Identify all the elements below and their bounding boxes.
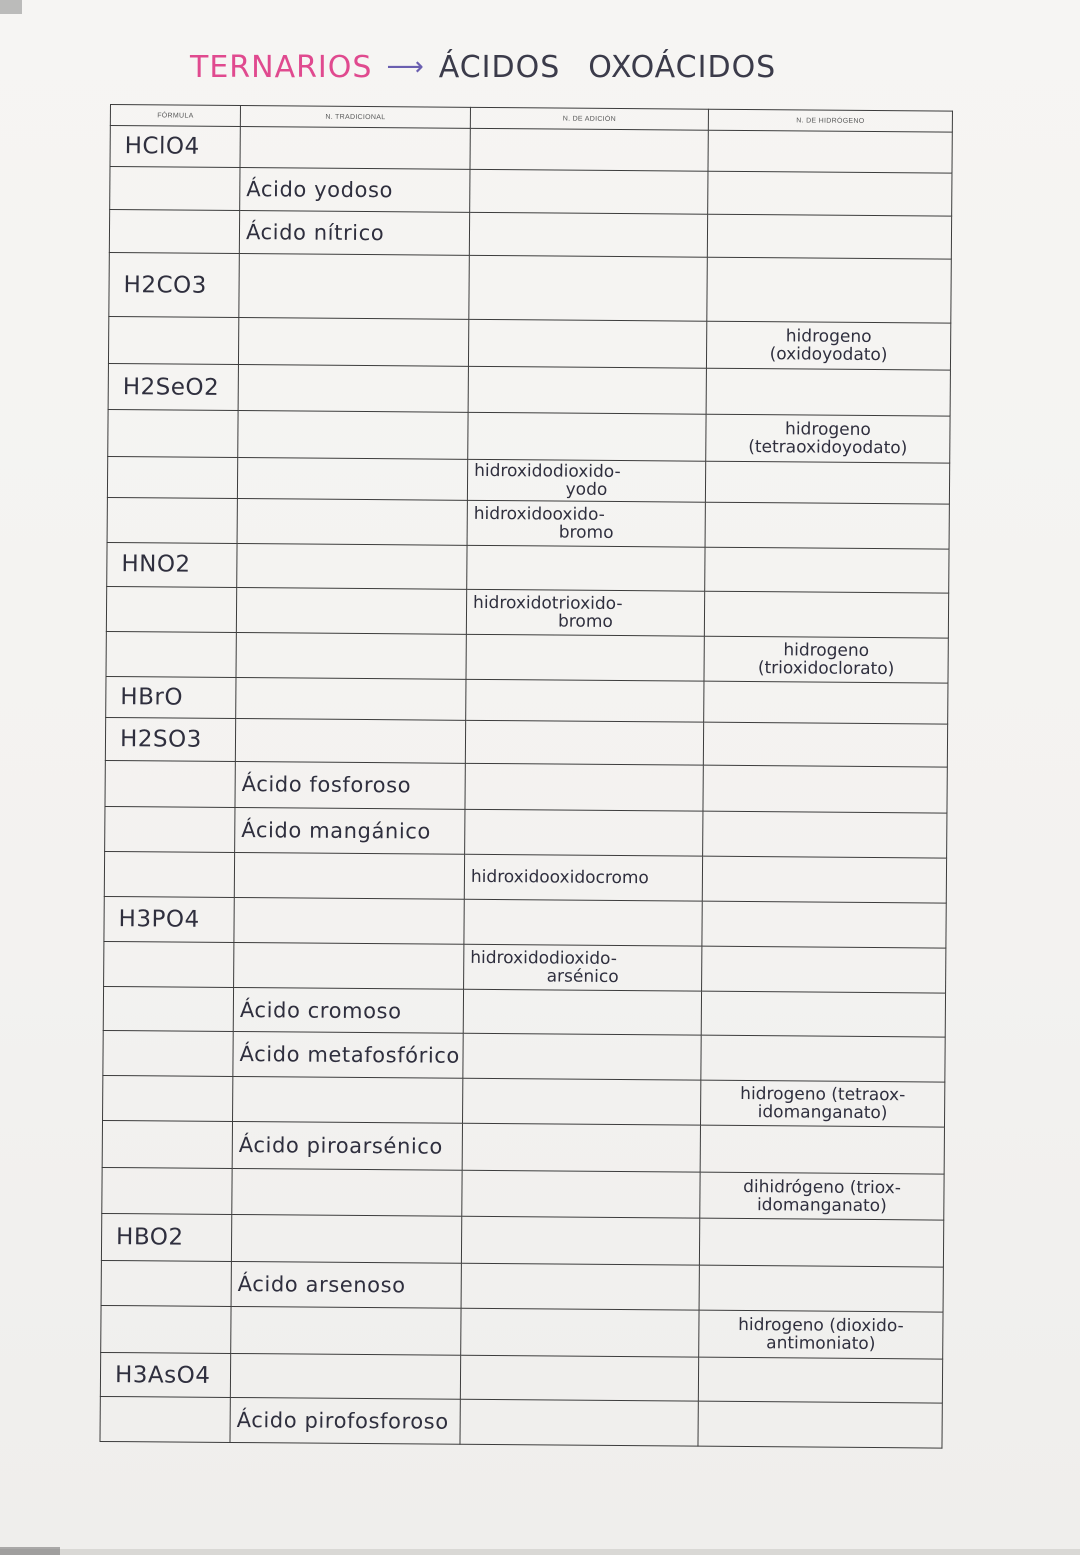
tradicional-cell [240, 127, 470, 170]
formula-cell: HBO2 [101, 1213, 231, 1261]
adicion-line-1: hidroxidodioxido- [470, 948, 617, 970]
hidrogeno-line-2 [710, 788, 941, 790]
adicion-line-2 [475, 343, 700, 345]
tradicional-cell [235, 719, 465, 764]
adicion-line-2: bromo [557, 611, 613, 632]
adicion-line-1 [476, 191, 701, 193]
table-row [101, 1213, 943, 1267]
hidrogeno-cell [701, 1035, 945, 1082]
table-row [102, 1168, 944, 1220]
adicion-line-2 [468, 1193, 693, 1195]
adicion-line-1 [471, 922, 696, 924]
hidrogeno-line-1 [707, 1149, 938, 1151]
hidrogeno-line-1 [706, 1288, 937, 1290]
formula-cell [107, 456, 237, 498]
table-row [107, 456, 949, 504]
formula-cell [104, 851, 234, 897]
hidrogeno-line-1 [709, 879, 940, 881]
hidrogeno-line-2 [706, 1288, 937, 1290]
hidrogeno-line-2 [710, 702, 941, 704]
hidrogeno-cell [702, 901, 946, 948]
hidrogeno-line-1 [714, 290, 945, 292]
hidrogeno-cell [708, 130, 952, 173]
adicion-cell [467, 459, 705, 502]
table-row [105, 761, 947, 813]
bottom-left-mark [0, 1547, 60, 1555]
hidrogeno-cell [698, 1358, 942, 1403]
table-row [107, 543, 949, 593]
adicion-cell [469, 256, 707, 322]
hidrogeno-line-1 [714, 236, 945, 238]
hidrogeno-line-2: idomanganato) [757, 1102, 888, 1124]
formula-cell: H2SeO2 [108, 364, 238, 410]
hidrogeno-line-1 [713, 391, 944, 393]
formula-cell [102, 1121, 232, 1169]
tradicional-cell: Ácido fosforoso [235, 762, 465, 809]
adicion-line-2 [470, 1011, 695, 1013]
adicion-cell [468, 412, 706, 461]
formula-cell [100, 1396, 230, 1442]
formula-cell [108, 409, 238, 457]
hidrogeno-line-1 [706, 1241, 937, 1243]
adicion-cell [460, 1356, 698, 1401]
tradicional-cell [239, 254, 469, 320]
title-acidos: ÁCIDOS [438, 49, 561, 85]
formula-cell [106, 631, 236, 677]
tradicional-cell [238, 365, 468, 412]
formula-cell: HClO4 [110, 126, 240, 168]
formula-cell: H3PO4 [104, 896, 234, 942]
hidrogeno-line-2 [712, 525, 943, 527]
table-row [108, 409, 950, 463]
table-row [103, 1075, 945, 1127]
adicion-line-1 [467, 1422, 692, 1424]
adicion-line-1 [470, 1011, 695, 1013]
hidrogeno-cell [698, 1401, 942, 1448]
adicion-cell [470, 169, 708, 214]
page-title [190, 42, 776, 92]
adicion-line-1 [475, 389, 700, 391]
tradicional-cell [237, 544, 467, 589]
hidrogeno-line-1 [715, 151, 946, 153]
hidrogeno-line-1: hidrogeno [785, 419, 871, 440]
adicion-cell [461, 1216, 699, 1265]
hidrogeno-line-1 [705, 1379, 936, 1381]
adicion-cell [466, 679, 704, 722]
adicion-line-2 [471, 832, 696, 834]
tradicional-cell [231, 1307, 461, 1356]
title-oxoacidos: OXOÁCIDOS [588, 49, 777, 85]
table-row [106, 676, 948, 724]
adicion-cell [466, 634, 704, 681]
adicion-line-2: bromo [558, 522, 614, 544]
hidrogeno-line-2 [711, 569, 942, 571]
hidrogeno-line-2 [708, 1057, 939, 1059]
tradicional-cell [236, 587, 466, 634]
nomenclature-table [99, 104, 952, 1449]
tradicional-cell: Ácido pirofosforoso [230, 1397, 460, 1444]
adicion-cell [465, 720, 703, 765]
hidrogeno-line-2: idomanganato) [756, 1194, 887, 1216]
adicion-cell [460, 1399, 698, 1446]
header-hidrogeno: N. DE HIDRÓGENO [708, 109, 952, 132]
adicion-line-2 [469, 1147, 694, 1149]
hidrogeno-cell [699, 1265, 943, 1312]
adicion-line-2 [470, 1056, 695, 1058]
adicion-cell [463, 1078, 701, 1125]
adicion-line-1 [473, 657, 698, 659]
formula-cell [106, 586, 236, 632]
hidrogeno-line-2 [714, 193, 945, 195]
hidrogeno-line-2 [709, 879, 940, 881]
adicion-line-2 [475, 389, 700, 391]
table-row [106, 586, 948, 638]
formula-cell: HNO2 [107, 543, 237, 587]
formula-cell [104, 942, 234, 988]
adicion-cell [463, 990, 701, 1035]
formula-cell [103, 1030, 233, 1076]
hidrogeno-cell [700, 1173, 944, 1220]
tradicional-cell [238, 318, 468, 367]
adicion-line-2 [477, 149, 702, 151]
hidrogeno-line-2 [708, 969, 939, 971]
tradicional-cell: Ácido metafosfórico [233, 1031, 463, 1078]
hidrogeno-line-2 [714, 290, 945, 292]
hidrogeno-line-1 [712, 482, 943, 484]
hidrogeno-line-1 [714, 193, 945, 195]
adicion-cell [464, 854, 702, 901]
table-row [105, 718, 947, 768]
adicion-line-2 [473, 657, 698, 659]
adicion-line-1 [472, 700, 697, 702]
formula-cell [109, 210, 239, 254]
hidrogeno-line-2 [705, 1379, 936, 1381]
adicion-line-1 [471, 832, 696, 834]
hidrogeno-cell [703, 765, 947, 812]
hidrogeno-line-1 [708, 1057, 939, 1059]
tradicional-cell [234, 943, 464, 990]
formula-cell: H2SO3 [105, 718, 235, 762]
table-row [103, 987, 945, 1037]
hidrogeno-cell [707, 214, 951, 259]
adicion-cell [467, 500, 705, 547]
tradicional-cell: Ácido yodoso [240, 168, 470, 213]
adicion-line-2 [472, 700, 697, 702]
formula-cell [105, 806, 235, 852]
hidrogeno-line-2 [705, 1424, 936, 1426]
adicion-cell [469, 213, 707, 258]
table-row [102, 1121, 944, 1175]
hidrogeno-line-2 [709, 924, 940, 926]
hidrogeno-line-1: hidrogeno (dioxido- [738, 1315, 904, 1337]
hidrogeno-line-1: hidrogeno [783, 640, 870, 661]
hidrogeno-line-1 [705, 1424, 936, 1426]
tradicional-cell [230, 1354, 460, 1399]
hidrogeno-line-1 [710, 744, 941, 746]
hidrogeno-line-1 [712, 525, 943, 527]
adicion-line-2: yodo [565, 479, 608, 500]
hidrogeno-cell [705, 502, 949, 549]
tradicional-cell [236, 678, 466, 721]
header-tradicional: N. TRADICIONAL [240, 106, 470, 129]
hidrogeno-cell [702, 856, 946, 903]
adicion-line-1 [474, 436, 699, 438]
formula-cell: H3AsO4 [100, 1353, 230, 1397]
table-row [106, 631, 948, 683]
hidrogeno-line-1 [711, 613, 942, 615]
hidrogeno-cell [708, 171, 952, 216]
adicion-cell [468, 367, 706, 414]
tradicional-cell [237, 458, 467, 501]
table-row [101, 1306, 943, 1360]
adicion-line-1 [467, 1377, 692, 1379]
tradicional-cell: Ácido nítrico [239, 211, 469, 256]
adicion-line-1 [472, 742, 697, 744]
adicion-cell [462, 1171, 700, 1218]
hidrogeno-line-1 [709, 833, 940, 835]
adicion-line-1 [468, 1286, 693, 1288]
adicion-cell [466, 589, 704, 636]
hidrogeno-cell [705, 548, 949, 593]
tradicional-cell: Ácido cromoso [233, 988, 463, 1033]
hidrogeno-line-2 [707, 1149, 938, 1151]
tradicional-cell: Ácido mangánico [235, 807, 465, 854]
hidrogeno-line-1 [708, 969, 939, 971]
hidrogeno-line-2 [709, 833, 940, 835]
table-row [100, 1396, 942, 1448]
hidrogeno-line-1 [708, 1013, 939, 1015]
adicion-line-1 [476, 288, 701, 290]
adicion-line-2 [467, 1332, 692, 1334]
tradicional-cell: Ácido arsenoso [231, 1261, 461, 1308]
adicion-cell [464, 899, 702, 946]
hidrogeno-cell [700, 1080, 944, 1127]
formula-cell [110, 167, 240, 211]
hidrogeno-line-2: antimoniato) [766, 1333, 876, 1355]
adicion-cell [470, 128, 708, 171]
tradicional-cell [234, 898, 464, 945]
adicion-line-2 [471, 922, 696, 924]
adicion-line-1: hidroxidotrioxido- [473, 592, 623, 614]
hidrogeno-cell [699, 1310, 943, 1359]
hidrogeno-cell [700, 1125, 944, 1174]
adicion-line-2 [472, 786, 697, 788]
tradicional-cell [231, 1214, 461, 1263]
adicion-cell [465, 809, 703, 856]
hidrogeno-line-2 [713, 391, 944, 393]
hidrogeno-line-2 [712, 482, 943, 484]
formula-cell [107, 498, 237, 544]
page-bottom-edge [0, 1549, 1080, 1555]
hidrogeno-cell [704, 591, 948, 638]
hidrogeno-line-2 [714, 236, 945, 238]
nomenclature-table-wrap [99, 104, 951, 1449]
adicion-line-2 [473, 567, 698, 569]
adicion-line-1 [469, 1101, 694, 1103]
adicion-line-2 [476, 288, 701, 290]
adicion-line-2 [467, 1377, 692, 1379]
table-row [110, 126, 952, 174]
hidrogeno-line-2 [708, 1013, 939, 1015]
hidrogeno-cell [703, 722, 947, 767]
hidrogeno-cell [701, 992, 945, 1037]
table-row [109, 253, 951, 323]
adicion-line-2 [468, 1286, 693, 1288]
hidrogeno-cell [704, 636, 948, 683]
adicion-line-1 [468, 1240, 693, 1242]
hidrogeno-line-1: hidrogeno [785, 326, 872, 348]
adicion-line-2 [467, 1422, 692, 1424]
adicion-cell [462, 1123, 700, 1172]
adicion-line-1 [467, 1332, 692, 1334]
tradicional-cell [237, 499, 467, 546]
adicion-cell [468, 320, 706, 369]
adicion-line-1 [477, 149, 702, 151]
adicion-cell [465, 764, 703, 811]
hidrogeno-line-2 [710, 744, 941, 746]
adicion-line-1 [475, 343, 700, 345]
table-row [110, 167, 952, 217]
header-formula: FÓRMULA [110, 105, 240, 127]
adicion-line-1 [470, 1056, 695, 1058]
table-row [107, 498, 949, 550]
hidrogeno-line-2: (trioxidoclorato) [757, 657, 895, 680]
formula-cell: HBrO [106, 676, 236, 718]
adicion-line-1 [468, 1193, 693, 1195]
adicion-line-2 [472, 742, 697, 744]
formula-cell [105, 761, 235, 807]
table-row [108, 317, 950, 371]
hidrogeno-cell [706, 414, 950, 463]
adicion-line-2 [469, 1101, 694, 1103]
hidrogeno-cell [705, 461, 949, 504]
hidrogeno-line-2 [715, 151, 946, 153]
formula-cell [103, 1075, 233, 1121]
hidrogeno-line-2 [706, 1241, 937, 1243]
hidrogeno-line-1 [709, 924, 940, 926]
table-row [109, 210, 951, 260]
table-row [108, 364, 950, 416]
hidrogeno-line-1: hidrogeno (tetraox- [740, 1083, 906, 1106]
adicion-line-2 [476, 191, 701, 193]
adicion-cell [464, 945, 702, 992]
table-row [104, 896, 946, 948]
hidrogeno-line-2: (oxidoyodato) [769, 344, 888, 366]
tradicional-cell: Ácido piroarsénico [232, 1122, 462, 1171]
tradicional-cell [232, 1169, 462, 1216]
formula-cell [103, 987, 233, 1031]
adicion-cell [461, 1263, 699, 1310]
table-row [105, 806, 947, 858]
adicion-cell [467, 546, 705, 591]
hidrogeno-line-2: (tetraoxidoyodato) [748, 436, 908, 459]
formula-cell [102, 1168, 232, 1214]
tradicional-cell [236, 632, 466, 679]
adicion-line-1: hidroxidooxidocromo [470, 866, 649, 889]
table-row [103, 1030, 945, 1082]
formula-cell: H2CO3 [109, 253, 239, 318]
adicion-line-1 [476, 234, 701, 236]
adicion-line-2 [468, 1240, 693, 1242]
adicion-line-1 [469, 1147, 694, 1149]
adicion-line-2: arsénico [546, 966, 619, 988]
hidrogeno-line-1: dihidrógeno (triox- [743, 1176, 901, 1198]
hidrogeno-cell [706, 369, 950, 416]
arrow-icon: ⟶ [386, 52, 425, 82]
header-adicion: N. DE ADICIÓN [470, 107, 708, 130]
table-row [104, 851, 946, 903]
adicion-line-1: hidroxidooxido- [473, 504, 605, 526]
title-ternarios: TERNARIOS [190, 49, 373, 85]
formula-cell [108, 317, 238, 365]
adicion-cell [463, 1033, 701, 1080]
adicion-line-2 [476, 234, 701, 236]
tradicional-cell [238, 410, 468, 459]
tradicional-cell [234, 852, 464, 899]
hidrogeno-cell [703, 811, 947, 858]
hidrogeno-line-1 [711, 569, 942, 571]
hidrogeno-cell [702, 946, 946, 993]
table-row [104, 942, 946, 994]
adicion-line-1 [473, 567, 698, 569]
hidrogeno-cell [707, 258, 951, 324]
hidrogeno-cell [704, 681, 948, 724]
adicion-line-1 [472, 786, 697, 788]
table-row [101, 1260, 943, 1312]
hidrogeno-line-2 [711, 613, 942, 615]
adicion-line-1: hidroxidodioxido- [474, 460, 621, 483]
hidrogeno-line-1 [710, 702, 941, 704]
corner-mark [0, 0, 22, 14]
hidrogeno-line-1 [710, 788, 941, 790]
adicion-line-2 [474, 436, 699, 438]
table-row [100, 1353, 942, 1403]
hidrogeno-cell [706, 321, 950, 370]
tradicional-cell [233, 1076, 463, 1123]
hidrogeno-cell [699, 1218, 943, 1267]
formula-cell [101, 1306, 231, 1354]
adicion-cell [461, 1308, 699, 1357]
formula-cell [101, 1260, 231, 1306]
